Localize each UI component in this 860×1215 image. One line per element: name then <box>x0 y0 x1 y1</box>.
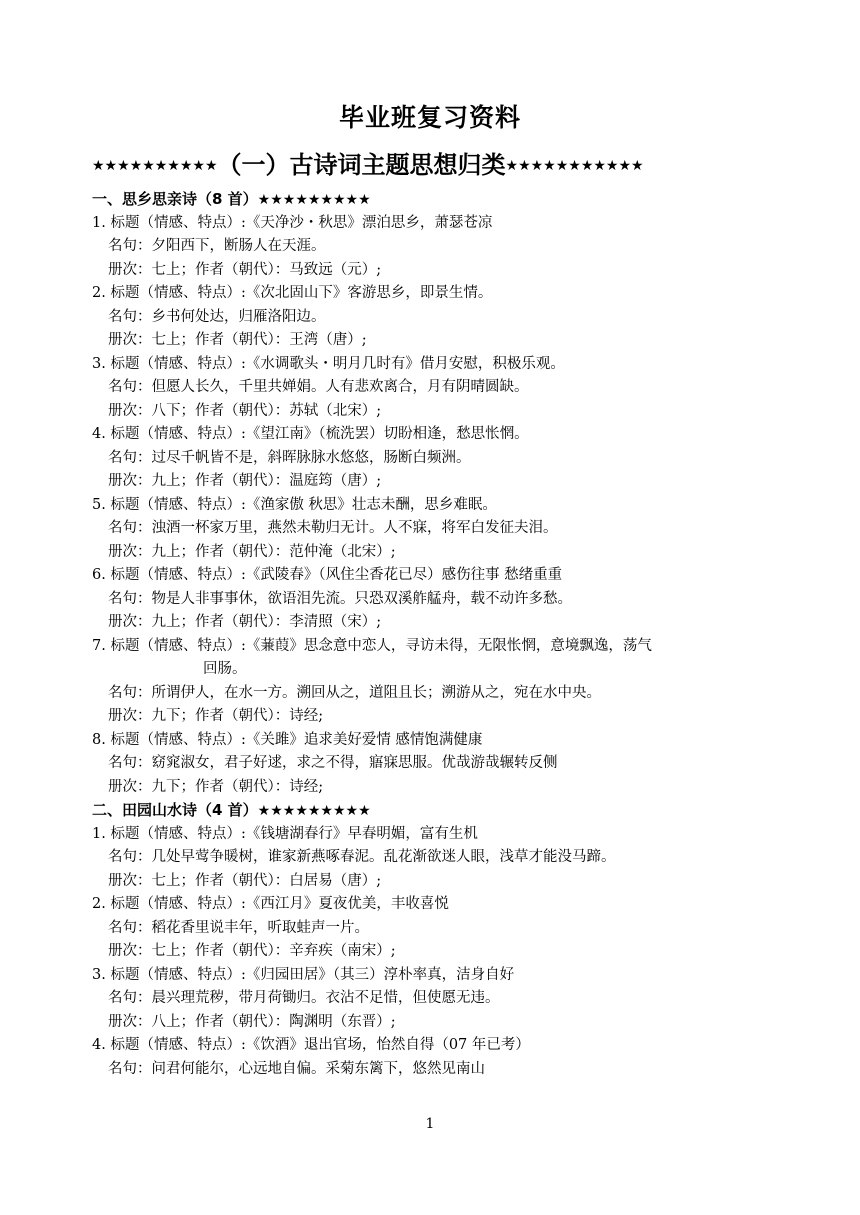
poem-volume-author: 册次：九下；作者（朝代）：诗经; <box>108 708 324 724</box>
poem-volume-author: 册次：九上；作者（朝代）：范仲淹（北宋）; <box>108 543 396 560</box>
poem-volume-author: 册次：八上；作者（朝代）：陶渊明（东晋）; <box>108 1013 396 1030</box>
poem-title-line: 2. 标题（情感、特点）:《次北固山下》客游思乡，即景生情。 <box>92 285 493 301</box>
poem-title-line: 2. 标题（情感、特点）:《西江月》夏夜优美，丰收喜悦 <box>92 896 449 912</box>
page-subtitle <box>92 146 772 185</box>
poem-title-line: 1. 标题（情感、特点）:《钱塘湖春行》早春明媚，富有生机 <box>92 825 478 842</box>
poem-famous-lines: 名句：晨兴理荒秽，带月荷锄归。衣沾不足惜，但使愿无违。 <box>108 990 500 1006</box>
poem-famous-lines: 名句：稻花香里说丰年，听取蛙声一片。 <box>108 919 369 936</box>
poem-famous-lines: 名句：浊酒一杯家万里，燕然未勒归无计。人不寐，将军白发征夫泪。 <box>108 520 558 536</box>
poem-volume-author: 册次：九上；作者（朝代）：温庭筠（唐）; <box>108 473 382 489</box>
poem-title-line: 5. 标题（情感、特点）:《渔家傲 秋思》壮志未酬，思乡难眠。 <box>92 496 497 513</box>
poem-famous-lines: 名句：过尽千帆皆不是，斜晖脉脉水悠悠，肠断白频洲。 <box>108 449 471 466</box>
poem-famous-lines: 名句：物是人非事事休，欲语泪先流。只恐双溪舴艋舟，载不动许多愁。 <box>108 590 572 607</box>
poem-volume-author: 册次：七上；作者（朝代）：马致远（元）; <box>108 261 382 278</box>
poem-famous-lines: 名句：问君何能尔，心远地自偏。采菊东篱下，悠然见南山 <box>108 1060 485 1077</box>
section-heading-text: 一、思乡思亲诗（8 首） <box>92 190 258 208</box>
poem-famous-lines: 名句：夕阳西下，断肠人在天涯。 <box>108 238 326 254</box>
poem-title-line: 6. 标题（情感、特点）:《武陵春》（风住尘香花已尽）感伤往事 愁绪重重 <box>92 567 563 583</box>
section-heading-stars: ★★★★★★★★★ <box>257 192 371 208</box>
page-number: 1 <box>425 1116 435 1132</box>
poem-title-line: 3. 标题（情感、特点）:《水调歌头・明月几时有》借月安慰，积极乐观。 <box>92 355 565 372</box>
poem-famous-lines: 名句：窈窕淑女，君子好逑，求之不得，寤寐思服。优哉游哉辗转反侧 <box>108 755 558 771</box>
poem-famous-lines: 名句：但愿人长久，千里共婵娟。人有悲欢离合，月有阴晴圆缺。 <box>108 379 529 395</box>
poem-famous-lines: 名句：所谓伊人，在水一方。溯回从之，道阻且长；溯游从之，宛在水中央。 <box>108 684 601 701</box>
section-heading-stars: ★★★★★★★★★ <box>257 803 371 819</box>
poem-title-line: 3. 标题（情感、特点）:《归园田居》（其三）淳朴率真，洁身自好 <box>92 966 515 983</box>
page-title: 毕业班复习资料 <box>338 103 521 132</box>
poem-title-line: 1. 标题（情感、特点）:《天净沙・秋思》漂泊思乡，萧瑟苍凉 <box>92 214 493 231</box>
poem-volume-author: 册次：九上；作者（朝代）：李清照（宋）; <box>108 614 382 630</box>
poem-volume-author: 册次：七上；作者（朝代）：白居易（唐）; <box>108 872 382 889</box>
poem-volume-author: 册次：八下；作者（朝代）：苏轼（北宋）; <box>108 402 382 419</box>
section-heading <box>92 799 782 823</box>
poem-famous-lines: 名句：乡书何处达，归雁洛阳边。 <box>108 308 326 325</box>
poem-title-line: 7. 标题（情感、特点）:《蒹葭》思念意中恋人，寻访未得，无限怅惘，意境飘逸，荡气 <box>92 637 652 654</box>
poem-title-line: 4. 标题（情感、特点）:《饮酒》退出官场，怡然自得（07 年已考） <box>92 1037 530 1053</box>
subtitle-stars-right: ★★★★★★★★★★★ <box>505 158 644 174</box>
poem-famous-lines: 名句：几处早莺争暖树，谁家新燕啄春泥。乱花渐欲迷人眼，浅草才能没马蹄。 <box>108 849 616 865</box>
poem-volume-author: 册次：七上；作者（朝代）：辛弃疾（南宋）; <box>108 943 396 959</box>
poem-volume-author: 册次：九下；作者（朝代）：诗经; <box>108 778 324 795</box>
subtitle-stars-left: ★★★★★★★★★★ <box>92 158 218 174</box>
section-heading-text: 二、田园山水诗（4 首） <box>92 801 258 819</box>
subtitle-text: （一）古诗词主题思想归类 <box>217 151 506 179</box>
poem-title-line: 8. 标题（情感、特点）:《关雎》追求美好爱情 感情饱满健康 <box>92 731 483 748</box>
poem-title-line: 4. 标题（情感、特点）:《望江南》（梳洗罢）切盼相逢，愁思怅惘。 <box>92 426 529 442</box>
section-heading <box>92 188 782 212</box>
poem-title-continuation: 回肠。 <box>203 661 247 677</box>
document-content <box>92 188 782 1081</box>
poem-volume-author: 册次：七上；作者（朝代）：王湾（唐）; <box>108 332 367 348</box>
